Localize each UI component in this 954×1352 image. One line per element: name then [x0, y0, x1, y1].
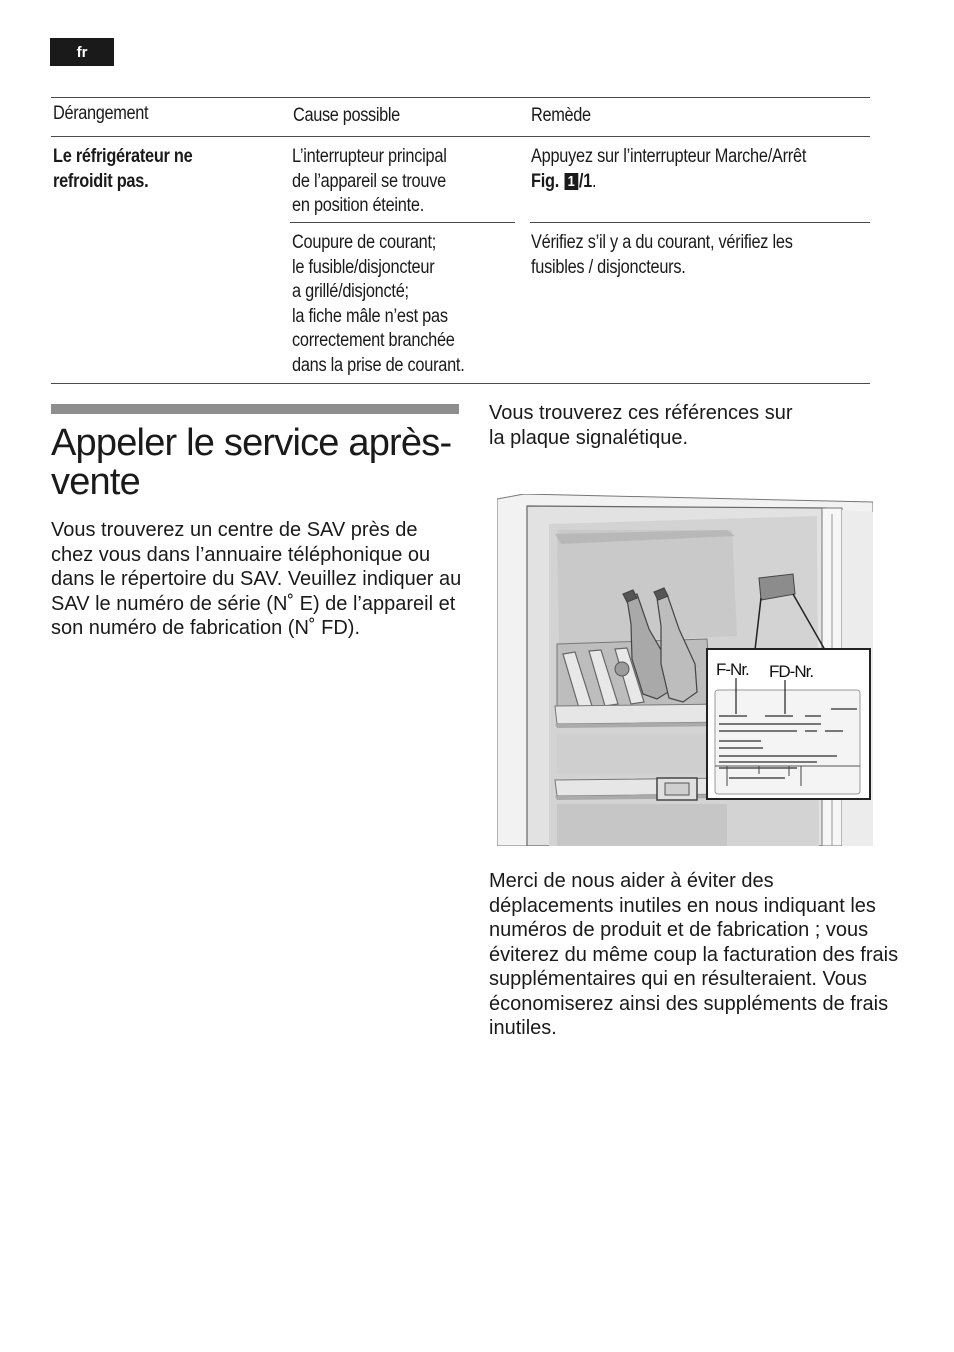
- language-tag-label: fr: [76, 43, 88, 61]
- table-bottom-rule: [51, 383, 870, 384]
- cause-row-separator: [290, 222, 515, 223]
- label-f-nr: F-Nr.: [716, 660, 749, 679]
- fault-text: Le réfrigérateur ne refroidit pas.: [53, 146, 193, 192]
- remedy-row-separator: [530, 222, 870, 223]
- fridge-illustration: [497, 494, 873, 846]
- right-paragraph: Merci de nous aider à éviter des déplacements inutiles en nous indiquant les numéros de produit et de fabrication ; vous éviterez du même coup la facturation des frais supplémentaires qui en résulteraient. Vous économiserez ainsi des suppléments de frais inutiles.: [489, 870, 899, 1039]
- language-tag: [50, 38, 114, 66]
- remedy-row-1-text: Appuyez sur l’interrupteur Marche/Arrêt: [531, 146, 807, 167]
- table-header-rule: [51, 136, 870, 137]
- table-top-rule: [51, 97, 870, 98]
- figure-ref-suffix: /1: [578, 170, 592, 192]
- section-divider-bar: [51, 404, 459, 414]
- header-cause: Cause possible: [293, 105, 400, 126]
- label-fd-nr: FD-Nr.: [769, 662, 814, 681]
- remedy-row-1-end: .: [591, 170, 597, 192]
- figure-ref-prefix: Fig.: [531, 170, 560, 192]
- cause-row-1: L’interrupteur principal de l’appareil se trouve en position éteinte.: [292, 146, 447, 216]
- figure-ref-number: 1: [564, 173, 578, 190]
- rating-plate-figure: [497, 494, 873, 846]
- remedy-row-1: [531, 145, 806, 194]
- header-fault: Dérangement: [53, 103, 149, 124]
- remedy-row-2: Vérifiez s’il y a du courant, vérifiez les fusibles / disjoncteurs.: [531, 232, 793, 278]
- cause-row-2: Coupure de courant; le fusible/disjoncteur a grillé/disjoncté; la fiche mâle n’est pas correctement branchée dans la prise de courant.: [292, 232, 465, 376]
- section-title: Appeler le service après-vente: [51, 422, 452, 503]
- header-remedy: Remède: [531, 105, 591, 126]
- left-paragraph: Vous trouverez un centre de SAV près de chez vous dans l’annuaire téléphonique ou dans le répertoire du SAV. Veuillez indiquer au SAV le numéro de série (N˚ E) de l’appareil et son numéro de fabrication (N˚ FD).: [51, 519, 462, 639]
- right-intro-text: Vous trouverez ces références sur la plaque signalétique.: [489, 402, 793, 449]
